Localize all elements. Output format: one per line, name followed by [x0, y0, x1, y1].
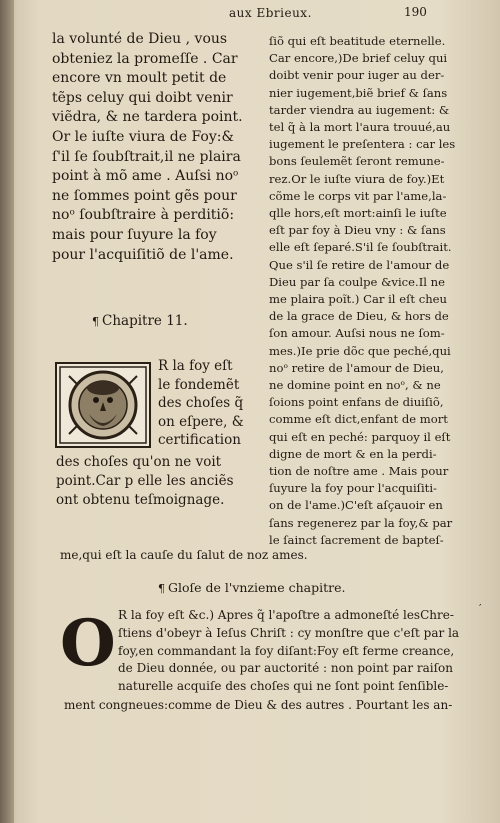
chapter-body-full-width	[56, 453, 234, 510]
text-line: rez.Or le iuſte viura de foy.)Et	[269, 171, 445, 186]
text-line: digne de mort & en la perdi-	[269, 446, 437, 461]
page-gutter	[0, 0, 14, 823]
text-line: pour l'acquiſitiõ de l'ame.	[52, 246, 234, 263]
text-line: ment congneues:comme de Dieu & des autres . Pourtant les an-	[64, 698, 453, 712]
glose-first-line: R la foy eſt &c.) Apres q̃ l'apoſtre a admoneſté lesChre-	[118, 608, 454, 622]
text-line: ſiõ qui eſt beatitude eternelle.	[269, 34, 446, 48]
text-line: certification	[158, 432, 241, 449]
text-line: tel q̃ à la mort l'aura trouué,au	[269, 120, 451, 135]
text-line: cõme le corps vit par l'ame,la-	[269, 188, 447, 203]
margin-mark: ′	[479, 602, 482, 615]
text-line: qlle hors,eſt mort:ainſi le iuſte	[269, 206, 447, 221]
pilcrow-icon: ¶	[92, 315, 99, 328]
text-line: elle eſt ſeparé.S'il ſe ſoubſtrait.	[269, 240, 452, 255]
text-line: foy,en commandant la foy diſant:Foy eſt ferme creance,	[118, 643, 455, 658]
column-tail-line: me,qui eſt la cauſe du ſalut de noz ames.	[60, 548, 308, 562]
text-line: ſoions point enfans de diuiſiõ,	[269, 395, 444, 410]
glose-indented-lines	[118, 625, 459, 695]
text-line: encore vn moult petit de	[52, 70, 227, 87]
glose-heading	[158, 580, 346, 595]
text-line: bons ſeulemẽt ſeront remune-	[269, 154, 445, 169]
text-line: ſ'il ſe ſoubſtrait,il ne plaira	[52, 148, 241, 165]
text-line: qui eſt en peché: parquoy il eſt	[269, 429, 451, 444]
text-line: ſtiens d'obeyr à Ieſus Chriſt : cy monſtre que c'eſt par la	[118, 626, 460, 640]
text-line: mais pour ſuyure la foy	[52, 226, 217, 243]
text-line: Car encore,)De brief celuy qui	[269, 51, 448, 66]
text-line: point.Car p elle les anciẽs	[56, 473, 234, 489]
glose-dropcap: O	[60, 606, 116, 681]
text-line: ſuyure la foy pour l'acquiſiti-	[269, 481, 437, 496]
page-number: 190	[404, 5, 427, 19]
text-line: ſans regenerez par la foy,& par	[269, 515, 453, 530]
text-line: ne ſommes point gẽs pour	[52, 187, 237, 204]
text-line: on eſpere, &	[158, 413, 244, 430]
text-line: on de l'ame.)C'eſt aſçauoir en	[269, 498, 443, 513]
text-line: Or le iuſte viura de Foy:&	[52, 128, 234, 145]
text-line: tẽps celuy qui doibt venir	[52, 89, 233, 106]
text-line: des choſes q̃	[158, 395, 244, 412]
chapter-title: Chapitre 11.	[102, 313, 188, 329]
text-line: tion de noſtre ame . Mais pour	[269, 464, 449, 479]
text-line: point à mõ ame . Auſsi noᵒ	[52, 168, 239, 185]
text-line: comme eſt dict,enfant de mort	[269, 412, 448, 427]
right-column	[269, 33, 455, 549]
text-line: la volunté de Dieu , vous	[52, 31, 228, 47]
text-line: doibt venir pour iuger au der-	[269, 68, 445, 83]
text-line: iugement le preſentera : car les	[269, 137, 456, 152]
chapter-heading	[92, 313, 188, 329]
left-column	[52, 30, 243, 265]
text-line: nier iugement,biẽ brief & ſans	[269, 85, 448, 100]
text-line: le ſainct ſacrement de bapteſ-	[269, 532, 444, 547]
text-line: de la grace de Dieu, & hors de	[269, 309, 449, 324]
running-header: aux Ebrieux.	[229, 6, 312, 20]
text-line: mes.)Ie prie dõc que peché,qui	[269, 343, 451, 358]
text-line: R la foy eſt	[158, 358, 233, 374]
text-line: Que s'il ſe retire de l'amour de	[269, 257, 450, 272]
text-line: ne domine point en noᵒ, & ne	[269, 378, 441, 393]
text-line: Dieu par ſa coulpe &vice.Il ne	[269, 274, 446, 289]
glose-full-lines	[64, 697, 452, 715]
glose-title: Gloſe de l'vnzieme chapitre.	[168, 580, 346, 595]
text-line: de Dieu donnée, ou par auctorité : non point par raiſon	[118, 661, 453, 675]
text-line: ſon amour. Auſsi nous ne ſom-	[269, 326, 445, 341]
text-line: noᵒ retire de l'amour de Dieu,	[269, 360, 444, 375]
text-line: ont obtenu teſmoignage.	[56, 492, 225, 508]
text-line: viẽdra, & ne tardera point.	[52, 109, 243, 126]
text-line: tarder viendra au iugement: &	[269, 102, 450, 117]
chapter-body-beside-dropcap	[158, 357, 244, 450]
text-line: le fondemẽt	[158, 376, 240, 393]
text-line: naturelle acquiſe des choſes qui ne ſont point ſenſible-	[118, 678, 449, 693]
text-line: obteniez la promeſſe . Car	[52, 50, 238, 67]
face-woodcut-icon	[55, 362, 151, 448]
text-line: noᵒ ſoubſtraire à perditiõ:	[52, 207, 235, 224]
pilcrow-icon: ¶	[158, 582, 165, 595]
text-line: me plaira poĩt.) Car il eſt cheu	[269, 292, 447, 307]
text-line: des choſes qu'on ne voit	[56, 454, 222, 470]
text-line: eſt par foy à Dieu vny : & ſans	[269, 223, 446, 238]
